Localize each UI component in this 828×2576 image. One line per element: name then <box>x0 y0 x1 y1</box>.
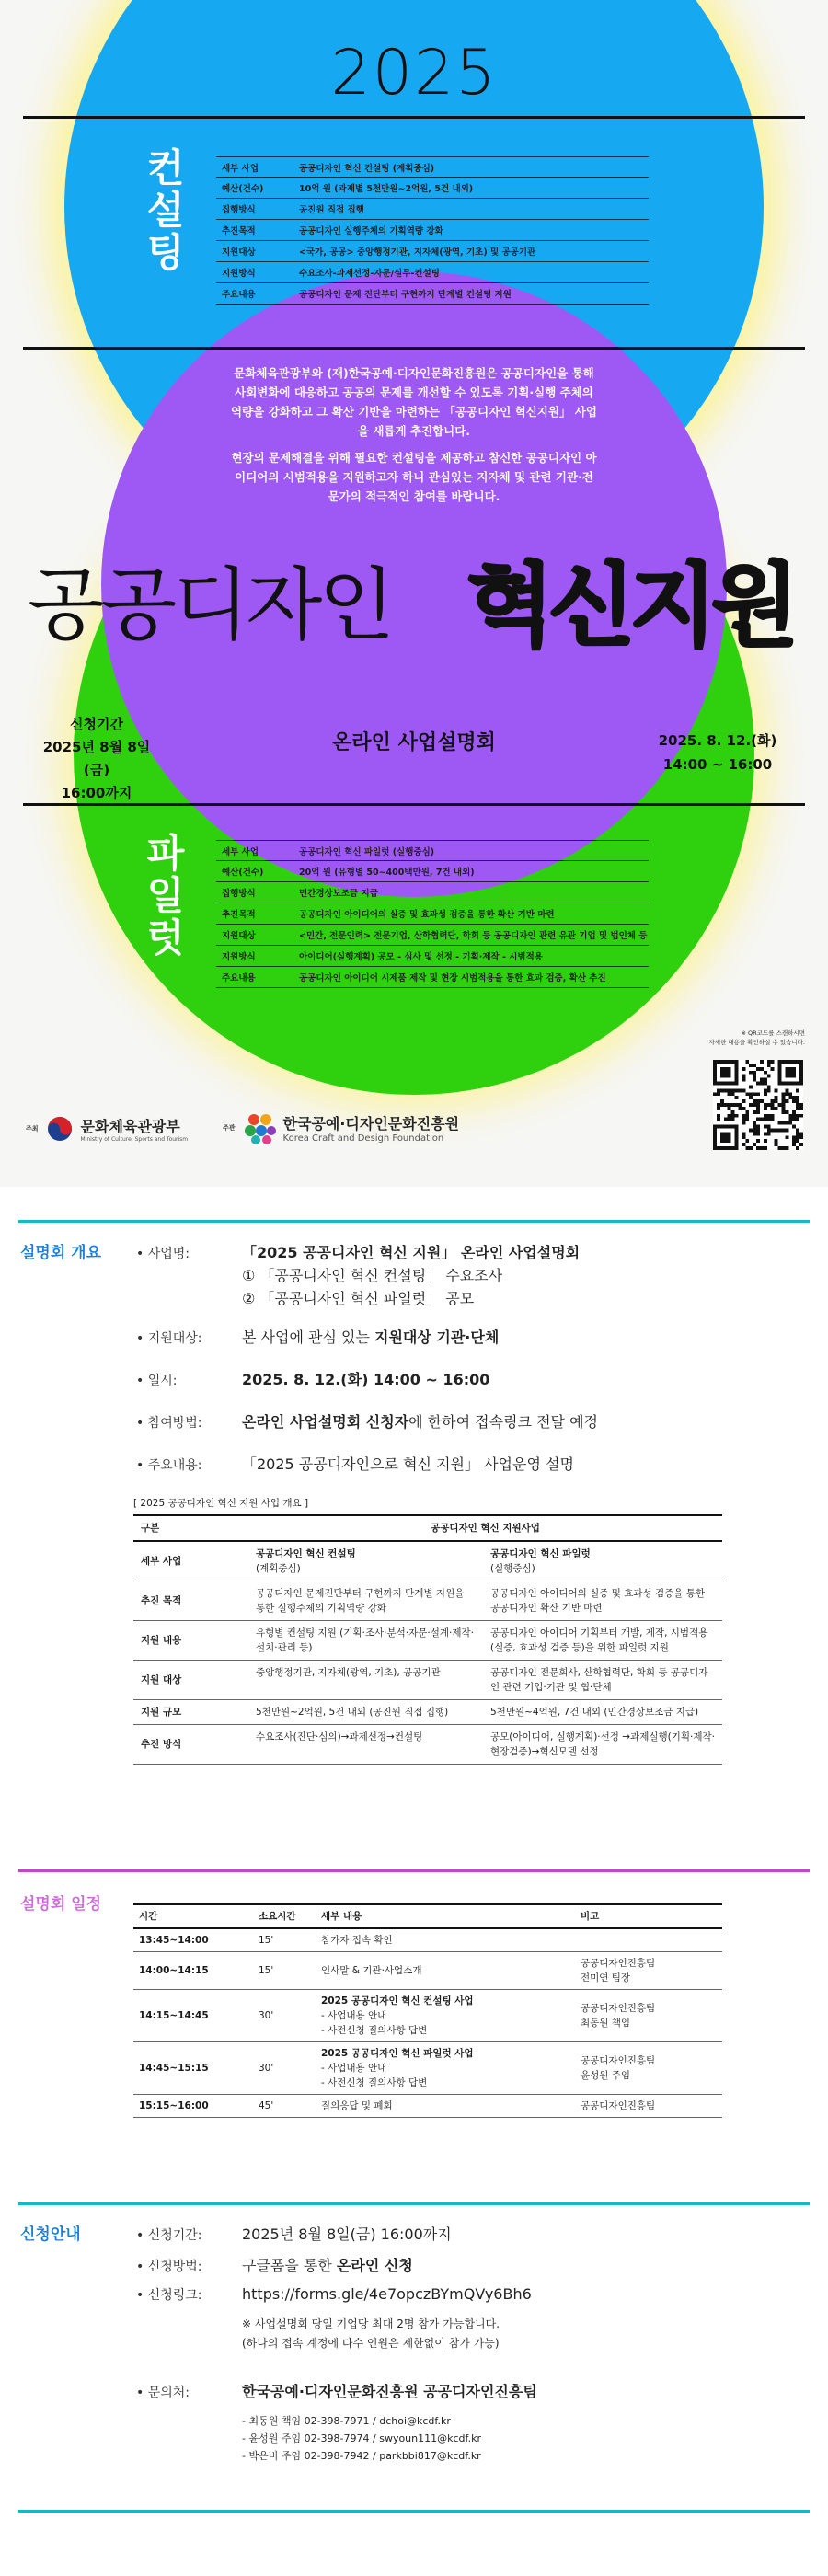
summary-row <box>216 283 649 305</box>
host-eng: Ministry of Culture, Sports and Tourism <box>80 1136 189 1143</box>
contact-line: - 윤성원 주임 02-398-7974 / swyoun111@kcdf.kr <box>242 2432 481 2444</box>
summary-key: 주요내용 <box>222 290 256 300</box>
table-row <box>133 2095 722 2118</box>
table-row <box>133 1725 722 1765</box>
qr-note <box>708 1029 805 1047</box>
table-row <box>133 1621 722 1661</box>
org-name: 한국공예·디자인문화진흥원 <box>282 1115 460 1133</box>
table-header: 공공디자인 혁신 지원사업 <box>248 1515 722 1541</box>
content-cell <box>316 2042 575 2095</box>
cell: 공공디자인 전문회사, 산학협력단, 학회 등 공공디자인 관련 기업·기관 및 협·단체 <box>483 1661 722 1700</box>
summary-row <box>216 178 649 199</box>
overview-item-name <box>136 1241 580 1262</box>
table-row <box>133 1700 722 1725</box>
summary-key: 주요내용 <box>222 973 256 983</box>
main-title-right: 혁신지원 <box>466 554 793 659</box>
summary-row <box>216 925 649 946</box>
summary-row <box>216 241 649 262</box>
organizer-logo <box>223 1111 459 1144</box>
row-header: 추진 방식 <box>133 1725 248 1765</box>
summary-row <box>216 967 649 988</box>
content-cell <box>316 1990 575 2042</box>
note-cell <box>575 1928 722 1952</box>
item-value: ① 「공공디자인 혁신 컨설팅」 수요조사 <box>242 1267 503 1284</box>
table-header: 시간 <box>133 1904 253 1928</box>
item-label: • 사업명: <box>136 1247 190 1261</box>
note-line: 최동원 책임 <box>581 2018 631 2029</box>
duration-cell: 15' <box>253 1928 316 1952</box>
item-label: • 일시: <box>136 1374 178 1388</box>
content-cell <box>316 1928 575 1952</box>
apply-method <box>136 2254 413 2275</box>
section-divider <box>18 1869 810 1872</box>
summary-key: 지원대상 <box>222 247 256 258</box>
row-header: 지원 규모 <box>133 1700 248 1725</box>
overview-subitem <box>242 1264 502 1285</box>
cell-title: 공공디자인 혁신 컨설팅 <box>256 1548 356 1559</box>
consulting-char: 설 <box>146 188 185 233</box>
time-cell: 15:15~16:00 <box>133 2095 253 2118</box>
summary-value: 20억 원 (유형별 50~400백만원, 7건 내외) <box>299 868 475 878</box>
cell: 공모(아이디어, 실행계획)·선정 →과제실행(기획·제작·현장검증)→혁신모델 선정 <box>483 1725 722 1765</box>
note-cell <box>575 2042 722 2095</box>
summary-value: 공진원 직접 집행 <box>299 205 364 215</box>
summary-row <box>216 840 649 861</box>
apply-link-row <box>136 2285 532 2304</box>
pilot-char: 럿 <box>146 915 185 960</box>
intro-paragraph: 문화체육관광부와 (재)한국공예·디자인문화진흥원은 공공디자인을 통해 사회변화에 대응하고 공공의 문제를 개선할 수 있도록 기획·실행 주체의 역량을 강화하고 그 확산 기반을 마련하는 「공공디자인 혁신지원」 사업을 새롭게 추진합니다. <box>231 366 597 438</box>
table-row <box>133 1952 722 1990</box>
content-line: - 사전신청 질의사항 답변 <box>321 2077 428 2088</box>
apply-note: ※ 사업설명회 당일 기업당 최대 2명 참가 가능합니다. <box>242 2317 500 2330</box>
apply-title: 신청안내 <box>20 2225 81 2244</box>
table-row <box>133 1990 722 2042</box>
item-label: • 신청기간: <box>136 2228 202 2243</box>
org-label: 주관 <box>223 1124 236 1132</box>
schedule-title: 설명회 일정 <box>20 1895 102 1914</box>
item-value: 구글폼을 통한 <box>242 2257 337 2274</box>
summary-key: 예산(건수) <box>222 184 264 194</box>
summary-key: 세부 사업 <box>222 163 259 174</box>
event-date: 2025. 8. 12.(화) <box>658 732 777 749</box>
content-cell <box>316 1952 575 1990</box>
content-cell <box>316 2095 575 2118</box>
summary-value: 민간경상보조금 지급 <box>299 889 378 899</box>
duration-cell: 30' <box>253 1990 316 2042</box>
event-time: 14:00 ~ 16:00 <box>662 756 773 773</box>
cell: 5천만원~4억원, 7건 내외 (민간경상보조금 지급) <box>483 1700 722 1725</box>
summary-key: 예산(건수) <box>222 868 264 878</box>
period-date: 2025년 8월 8일(금) <box>42 739 151 778</box>
item-value: ② 「공공디자인 혁신 파일럿」 공모 <box>242 1290 475 1307</box>
summary-row <box>216 220 649 241</box>
apply-link[interactable]: https://forms.gle/4e7opczBYmQVy6Bh6 <box>242 2285 532 2303</box>
item-value-bold: 온라인 사업설명회 신청자 <box>242 1413 409 1431</box>
cell-title: 공공디자인 혁신 파일럿 <box>490 1548 591 1559</box>
apply-period <box>136 2223 452 2244</box>
org-eng: Korea Craft and Design Foundation <box>282 1133 444 1144</box>
host-logo <box>26 1115 188 1143</box>
overview-item-method <box>136 1410 598 1432</box>
qr-note-line: 자세한 내용을 확인하실 수 있습니다. <box>708 1039 805 1046</box>
note-line: 전미연 팀장 <box>581 1972 631 1984</box>
content-line: - 사업내용 안내 <box>321 2063 387 2074</box>
duration-cell: 30' <box>253 2042 316 2095</box>
section-divider <box>18 2202 810 2205</box>
cell: 공공디자인 문제진단부터 구현까지 단계별 지원을 통한 실행주체의 기획역량 강화 <box>248 1581 483 1621</box>
summary-value: 10억 원 (과제별 5천만원~2억원, 5건 내외) <box>299 184 474 194</box>
summary-value: <민간, 전문인력> 전문기업, 산학협력단, 학회 등 공공디자인 관련 유관 기업 및 법인체 등 <box>299 931 648 941</box>
divider-line <box>23 116 805 119</box>
period-time: 16:00까지 <box>61 785 132 801</box>
table-row <box>133 1581 722 1621</box>
table-caption: [ 2025 공공디자인 혁신 지원 사업 개요 ] <box>133 1498 309 1509</box>
item-value: 「2025 공공디자인으로 혁신 지원」 사업운영 설명 <box>242 1455 574 1473</box>
row-header: 추진 목적 <box>133 1581 248 1621</box>
consulting-summary-table <box>216 156 649 305</box>
summary-value: 공공디자인 아이디어의 실증 및 효과성 검증을 통한 확산 기반 마련 <box>299 910 555 920</box>
time-cell: 13:45~14:00 <box>133 1928 253 1952</box>
note-line: 공공디자인진흥팀 <box>581 2055 656 2066</box>
qr-note-line: ※ QR코드를 스캔하시면 <box>741 1029 805 1037</box>
summary-row <box>216 861 649 882</box>
duration-cell: 45' <box>253 2095 316 2118</box>
content-line: 2025 공공디자인 혁신 파일럿 사업 <box>321 2048 474 2059</box>
item-label: • 신청링크: <box>136 2288 202 2303</box>
taegeuk-icon <box>46 1115 74 1143</box>
cell: 유형별 컨설팅 지원 (기획·조사·분석·자문·설계·제작·설치·관리 등) <box>248 1621 483 1661</box>
time-cell: 14:00~14:15 <box>133 1952 253 1990</box>
note-line: 윤성원 주임 <box>581 2070 631 2081</box>
item-value: 2025년 8월 8일(금) 16:00까지 <box>242 2225 452 2243</box>
kcdf-icon <box>243 1111 276 1144</box>
consulting-char: 컨 <box>146 145 185 190</box>
summary-value: 공공디자인 혁신 파일럿 (실행중심) <box>299 846 435 857</box>
table-header: 구분 <box>133 1515 248 1541</box>
summary-row <box>216 156 649 178</box>
poster-year: 2025 <box>330 37 498 109</box>
summary-row <box>216 882 649 903</box>
table-header: 세부 내용 <box>316 1904 575 1928</box>
summary-value: 공공디자인 문제 진단부터 구현까지 단계별 컨설팅 지원 <box>299 290 512 300</box>
contact-line: - 박은비 주임 02-398-7942 / parkbbi817@kcdf.kr <box>242 2450 481 2462</box>
event-datetime <box>644 729 791 776</box>
cell: 공공디자인 아이디어 기획부터 개발, 제작, 시범적용(실증, 효과성 검증 등)을 위한 파일럿 지원 <box>483 1621 722 1661</box>
note-cell <box>575 2095 722 2118</box>
apply-note: (하나의 접속 계정에 다수 인원은 제한없이 참가 가능) <box>242 2337 500 2350</box>
table-row <box>133 1928 722 1952</box>
summary-value: 공공디자인 혁신 컨설팅 (계획중심) <box>299 163 435 174</box>
summary-value: 수요조사-과제선정-자문/실무-컨설팅 <box>299 269 440 279</box>
item-value: 「2025 공공디자인 혁신 지원」 온라인 사업설명회 <box>242 1244 581 1261</box>
overview-item-date <box>136 1368 489 1389</box>
note-line: 공공디자인진흥팀 <box>581 1958 656 1969</box>
table-header: 비고 <box>575 1904 722 1928</box>
overview-subitem <box>242 1287 474 1308</box>
cell: 5천만원~2억원, 5건 내외 (공진원 직접 집행) <box>248 1700 483 1725</box>
row-header: 세부 사업 <box>133 1541 248 1581</box>
time-cell: 14:15~14:45 <box>133 1990 253 2042</box>
item-value: 에 한하여 접속링크 전달 예정 <box>408 1413 598 1431</box>
overview-table <box>133 1514 722 1765</box>
pilot-char: 파 <box>146 831 185 876</box>
summary-row <box>216 199 649 220</box>
contact-line: - 최동원 책임 02-398-7971 / dchoi@kcdf.kr <box>242 2415 451 2427</box>
note-cell <box>575 1990 722 2042</box>
time-cell: 14:45~15:15 <box>133 2042 253 2095</box>
summary-key: 지원방식 <box>222 269 256 279</box>
consulting-char: 팅 <box>146 230 185 275</box>
item-label: • 문의처: <box>136 2386 190 2400</box>
cell: 공공디자인 아이디어의 실증 및 효과성 검증을 통한 공공디자인 확산 기반 마련 <box>483 1581 722 1621</box>
row-header: 지원 내용 <box>133 1621 248 1661</box>
item-label: • 지원대상: <box>136 1331 202 1346</box>
content-line: 2025 공공디자인 혁신 컨설팅 사업 <box>321 1995 474 2007</box>
summary-row <box>216 946 649 967</box>
divider-line <box>23 347 805 350</box>
summary-value: 아이디어(실행계획) 공모 - 심사 및 선정 - 기획·제작 - 시범적용 <box>299 952 543 962</box>
host-name: 문화체육관광부 <box>80 1118 180 1135</box>
cell-sub: (실행중심) <box>490 1563 535 1574</box>
summary-key: 지원방식 <box>222 952 256 962</box>
summary-key: 집행방식 <box>222 889 256 899</box>
note-line: 공공디자인진흥팀 <box>581 2003 656 2014</box>
main-title <box>28 534 800 659</box>
item-label: • 신청방법: <box>136 2260 202 2274</box>
host-label: 주최 <box>26 1125 39 1133</box>
note-cell <box>575 1952 722 1990</box>
overview-item-target <box>136 1326 499 1347</box>
content-line: 인사말 & 기관·사업소개 <box>321 1965 422 1976</box>
qr-code[interactable] <box>713 1060 803 1150</box>
pilot-summary-table <box>216 840 649 988</box>
online-briefing-label: 온라인 사업설명회 <box>332 731 496 754</box>
table-row <box>133 1661 722 1700</box>
contact-org: 한국공예·디자인문화진흥원 공공디자인진흥팀 <box>242 2383 537 2400</box>
pilot-char: 일 <box>146 873 185 918</box>
contact-row <box>136 2380 537 2401</box>
item-value: 본 사업에 관심 있는 <box>242 1328 374 1346</box>
content-line: - 사업내용 안내 <box>321 2010 387 2021</box>
summary-key: 추진목적 <box>222 910 256 920</box>
summary-key: 추진목적 <box>222 226 256 236</box>
poster <box>0 0 828 1187</box>
content-line: 참가자 접속 확인 <box>321 1935 393 1946</box>
row-header: 지원 대상 <box>133 1661 248 1700</box>
duration-cell: 15' <box>253 1952 316 1990</box>
intro-paragraph: 현장의 문제해결을 위해 필요한 컨설팅을 제공하고 참신한 공공디자인 아이디어의 시범적용을 지원하고자 하니 관심있는 지자체 및 관련 기관·전문가의 적극적인 참여를 바랍니다. <box>231 451 597 503</box>
summary-value: <국가, 공공> 중앙행정기관, 지자체(광역, 기초) 및 공공기관 <box>299 247 536 258</box>
summary-value: 공공디자인 아이디어 시제품 제작 및 현장 시범적용을 통한 효과 검증, 확산 추진 <box>299 973 606 983</box>
item-value-bold: 온라인 신청 <box>336 2257 413 2274</box>
table-row <box>133 2042 722 2095</box>
pilot-vertical-title <box>138 833 193 960</box>
summary-key: 지원대상 <box>222 931 256 941</box>
item-value-bold: 2025. 8. 12.(화) 14:00 ~ 16:00 <box>242 1371 490 1388</box>
consulting-vertical-title <box>138 147 193 274</box>
cell: 수요조사(진단·심의)→과제선정→컨설팅 <box>248 1725 483 1765</box>
note-line: 공공디자인진흥팀 <box>581 2100 656 2111</box>
period-label: 신청기간 <box>70 716 123 732</box>
summary-row <box>216 262 649 283</box>
main-title-left: 공공디자인 <box>28 559 392 651</box>
table-row <box>133 1541 722 1581</box>
intro-text <box>230 363 598 513</box>
summary-key: 세부 사업 <box>222 846 259 857</box>
section-divider <box>18 1220 810 1223</box>
section-divider <box>18 2510 810 2513</box>
cell <box>248 1541 483 1581</box>
item-label: • 참여방법: <box>136 1416 202 1431</box>
cell <box>483 1541 722 1581</box>
summary-key: 집행방식 <box>222 205 256 215</box>
item-value-bold: 지원대상 기관·단체 <box>374 1328 500 1346</box>
summary-value: 공공디자인 실행주체의 기획역량 강화 <box>299 226 443 236</box>
cell-sub: (계획중심) <box>256 1563 301 1574</box>
overview-title: 설명회 개요 <box>20 1244 102 1262</box>
content-line: 질의응답 및 폐회 <box>321 2100 393 2111</box>
schedule-table <box>133 1903 722 2118</box>
summary-row <box>216 903 649 925</box>
cell: 중앙행정기관, 지자체(광역, 기초), 공공기관 <box>248 1661 483 1700</box>
overview-item-content <box>136 1453 574 1474</box>
content-line: - 사전신청 질의사항 답변 <box>321 2025 428 2036</box>
table-header: 소요시간 <box>253 1904 316 1928</box>
item-label: • 주요내용: <box>136 1458 202 1473</box>
